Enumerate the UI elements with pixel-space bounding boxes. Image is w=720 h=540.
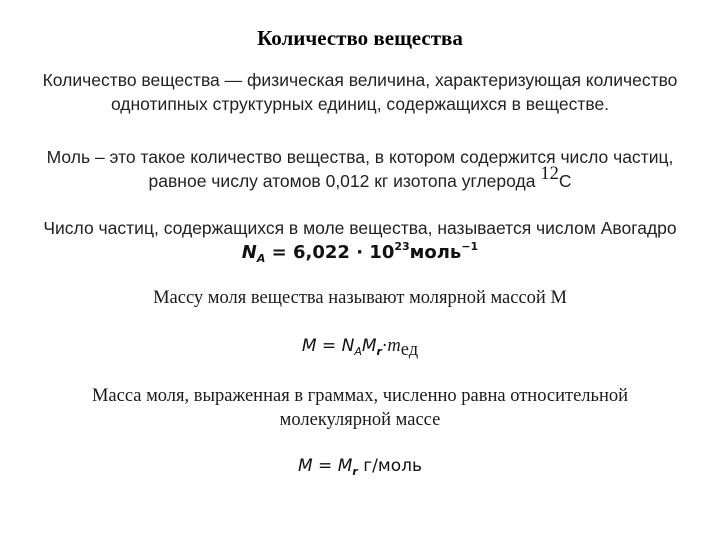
formula2-m: M bbox=[337, 456, 353, 476]
formula2-lhs: M bbox=[297, 456, 313, 476]
avogadro-formula bbox=[0, 242, 720, 263]
avogadro-value: = 6,022 · 10 bbox=[265, 242, 395, 263]
avogadro-symbol: N bbox=[241, 242, 257, 263]
avogadro-unit: моль bbox=[409, 242, 462, 263]
molar-mass-formula bbox=[0, 336, 720, 360]
formula1-m-sub: r bbox=[376, 345, 382, 358]
formula1-m2: m bbox=[387, 336, 401, 356]
formula2-m-sub: r bbox=[352, 465, 358, 478]
definition-quantity bbox=[18, 68, 702, 116]
formula1-n-sub: A bbox=[354, 345, 362, 358]
formula2-unit: г/моль bbox=[357, 456, 423, 476]
mass-mole-line2: молекулярной массе bbox=[279, 410, 441, 430]
slide-title: Количество вещества bbox=[257, 26, 463, 50]
formula1-lhs: M bbox=[301, 336, 317, 356]
isotope-symbol: C bbox=[558, 171, 572, 191]
formula1-dot: · bbox=[381, 336, 388, 356]
definition-mole-line1: Моль – это такое количество вещества, в котором содержится число частиц, bbox=[46, 147, 674, 167]
formula2-eq: = bbox=[312, 456, 338, 476]
definition-quantity-line1: Количество вещества — физическая величина, характеризующая количество bbox=[42, 70, 678, 90]
mass-mole-statement bbox=[18, 384, 702, 432]
avogadro-exponent: 23 bbox=[394, 240, 410, 253]
formula1-m2-sub: ед bbox=[400, 340, 419, 360]
definition-mole-line2 bbox=[18, 164, 702, 193]
avogadro-symbol-sub: A bbox=[256, 252, 266, 265]
formula1-n: N bbox=[341, 336, 355, 356]
definition-quantity-line2: однотипных структурных единиц, содержащихся в веществе. bbox=[110, 94, 610, 114]
formula1-eq: = bbox=[316, 336, 342, 356]
molar-mass-definition: Массу моля вещества называют молярной массой М bbox=[153, 288, 567, 308]
definition-mole-line2-text: равное числу атомов 0,012 кг изотопа углерода bbox=[148, 171, 541, 191]
molar-mass-units-formula bbox=[0, 456, 720, 476]
avogadro-unit-exponent: −1 bbox=[461, 240, 479, 253]
formula1-m: M bbox=[361, 336, 377, 356]
mass-mole-line1: Масса моля, выраженная в граммах, численно равна относительной bbox=[91, 386, 629, 406]
definition-mole bbox=[18, 145, 702, 193]
avogadro-line1: Число частиц, содержащихся в моле вещества, называется числом Авогадро bbox=[43, 218, 677, 238]
avogadro-definition bbox=[18, 216, 702, 240]
isotope-mass-number: 12 bbox=[540, 164, 559, 184]
